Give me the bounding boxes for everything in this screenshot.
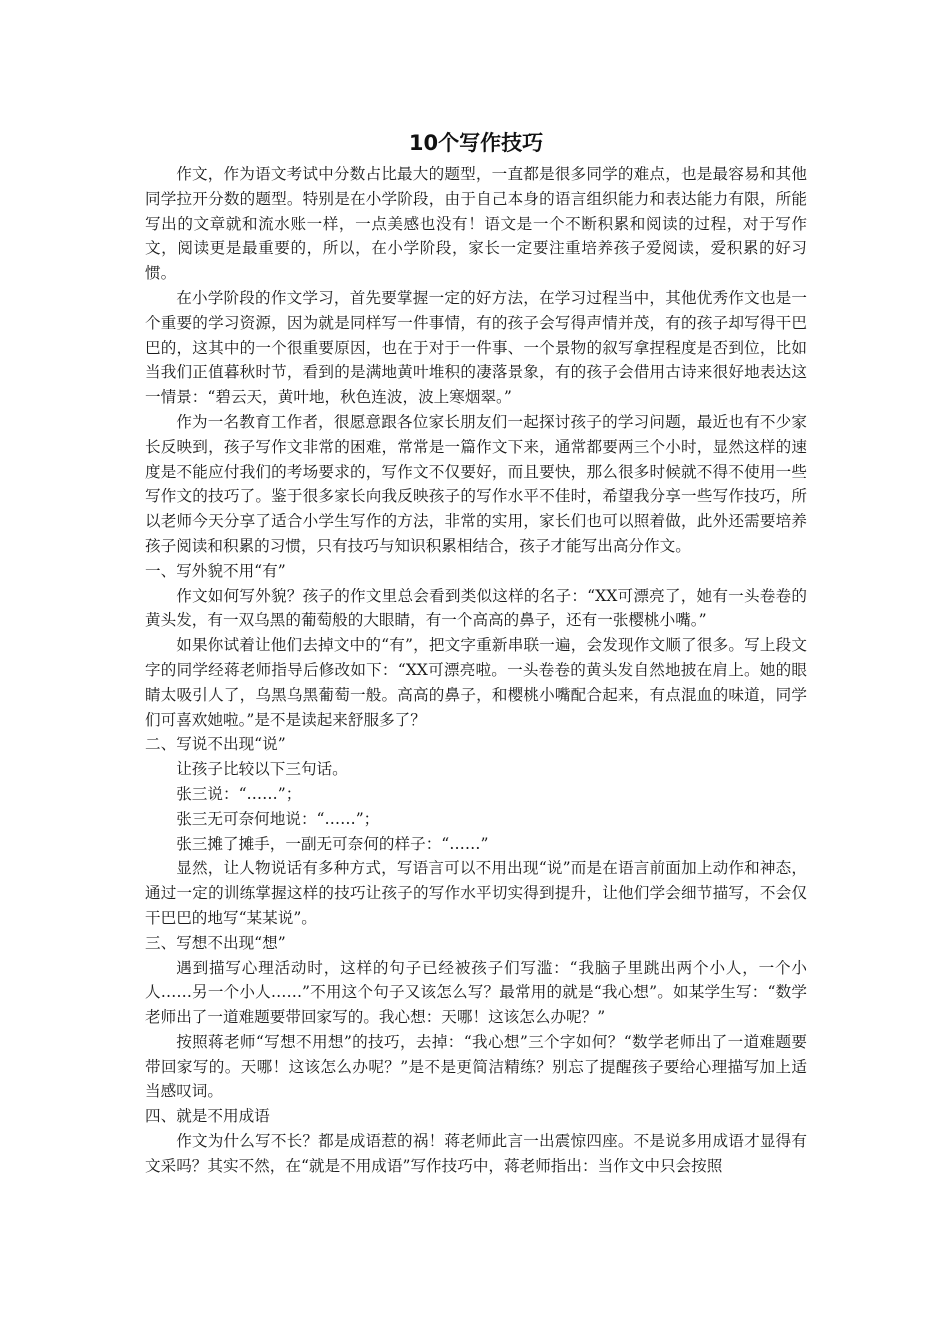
document-title: 10个写作技巧 bbox=[408, 131, 544, 155]
section-heading-4: 四、就是不用成语 bbox=[145, 1107, 270, 1126]
section-heading-2: 二、写说不出现“说” bbox=[145, 735, 286, 754]
section-heading-1: 一、写外貌不用“有” bbox=[145, 561, 286, 580]
intro-paragraph-3: 作为一名教育工作者，很愿意跟各位家长朋友们一起探讨孩子的学习问题，最近也有不少家长反映到，孩子写作文非常的困难，常常是一篇作文下来，通常都要两三个小时，显然这样的速度是不能应付我们的考场要求的，写作文不仅要好，而且要快，那么很多时候就不得不使用一些写作文的技巧了。鉴于很多家长向我反映孩子的写作水平不佳时，希望我分享一些写作技巧，所以老师今天分享了适合小学生写作的方法，非常的实用，家长们也可以照着做，此外还需要培养孩子阅读和积累的习惯，只有技巧与知识积累相结合，孩子才能写出高分作文。 bbox=[145, 412, 807, 555]
intro-paragraph-2: 在小学阶段的作文学习，首先要掌握一定的好方法，在学习过程当中，其他优秀作文也是一个重要的学习资源，因为就是同样写一件事情，有的孩子会写得声情并茂，有的孩子却写得干巴巴的，这其中的一个很重要原因，也在于对于一件事、一个景物的叙写拿捏程度是否到位，比如当我们正值暮秋时节，看到的是满地黄叶堆积的凄落景象，有的孩子会借用古诗来很好地表达这一情景：“碧云天，黄叶地，秋色连波，波上寒烟翠。” bbox=[145, 288, 807, 407]
section-1-paragraph-1: 作文如何写外貌？孩子的作文里总会看到类似这样的名子：“XX可漂亮了，她有一头卷卷的黄头发，有一双乌黑的葡萄般的大眼睛，有一个高高的鼻子，还有一张樱桃小嘴。” bbox=[145, 586, 807, 630]
section-2-paragraph-2: 显然，让人物说话有多种方式，写语言可以不用出现“说”而是在语言前面加上动作和神态，通过一定的训练掌握这样的技巧让孩子的写作水平切实得到提升，让他们学会细节描写，不会仅干巴巴的地写“某某说”。 bbox=[145, 859, 807, 927]
section-3-paragraph-2: 按照蒋老师“写想不用想”的技巧，去掉：“我心想”三个字如何？“数学老师出了一道难题要带回家写的。天哪！这该怎么办呢？”是不是更简洁精练？别忘了提醒孩子要给心理描写加上适当感叹词。 bbox=[145, 1032, 807, 1101]
section-2-example-2: 张三无可奈何地说：“……”； bbox=[176, 809, 380, 828]
document-body bbox=[145, 128, 807, 1179]
section-1-paragraph-2: 如果你试着让他们去掉文中的“有”，把文字重新串联一遍，会发现作文顺了很多。写上段文字的同学经蒋老师指导后修改如下：“XX可漂亮啦。一头卷卷的黄头发自然地披在肩上。她的眼睛太吸引人了，乌黑乌黑葡萄一般。高高的鼻子，和樱桃小嘴配合起来，有点混血的味道，同学们可喜欢她啦。”是不是读起来舒服多了？ bbox=[145, 636, 807, 729]
intro-paragraph-1: 作文，作为语文考试中分数占比最大的题型，一直都是很多同学的难点，也是最容易和其他同学拉开分数的题型。特别是在小学阶段，由于自己本身的语言组织能力和表达能力有限，所能写出的文章就和流水账一样，一点美感也没有！语文是一个不断积累和阅读的过程，对于写作文，阅读更是最重要的，所以，在小学阶段，家长一定要注重培养孩子爱阅读，爱积累的好习惯。 bbox=[145, 165, 807, 283]
section-3-paragraph-1: 遇到描写心理活动时，这样的句子已经被孩子们写滥：“我脑子里跳出两个小人，一个小人……另一个小人……”不用这个句子又该怎么写？最常用的就是“我心想”。如某学生写：“数学老师出了一道难题要带回家写的。我心想：天哪！这该怎么办呢？” bbox=[145, 958, 807, 1027]
section-4-paragraph-1: 作文为什么写不长？都是成语惹的祸！蒋老师此言一出震惊四座。不是说多用成语才显得有文采吗？其实不然，在“就是不用成语”写作技巧中，蒋老师指出：当作文中只会按照 bbox=[145, 1132, 807, 1175]
section-heading-3: 三、写想不出现“想” bbox=[145, 933, 286, 952]
section-2-example-3: 张三摊了摊手，一副无可奈何的样子：“……” bbox=[176, 834, 489, 853]
section-2-paragraph-1: 让孩子比较以下三句话。 bbox=[176, 760, 348, 779]
section-2-example-1: 张三说：“……”； bbox=[176, 784, 302, 803]
